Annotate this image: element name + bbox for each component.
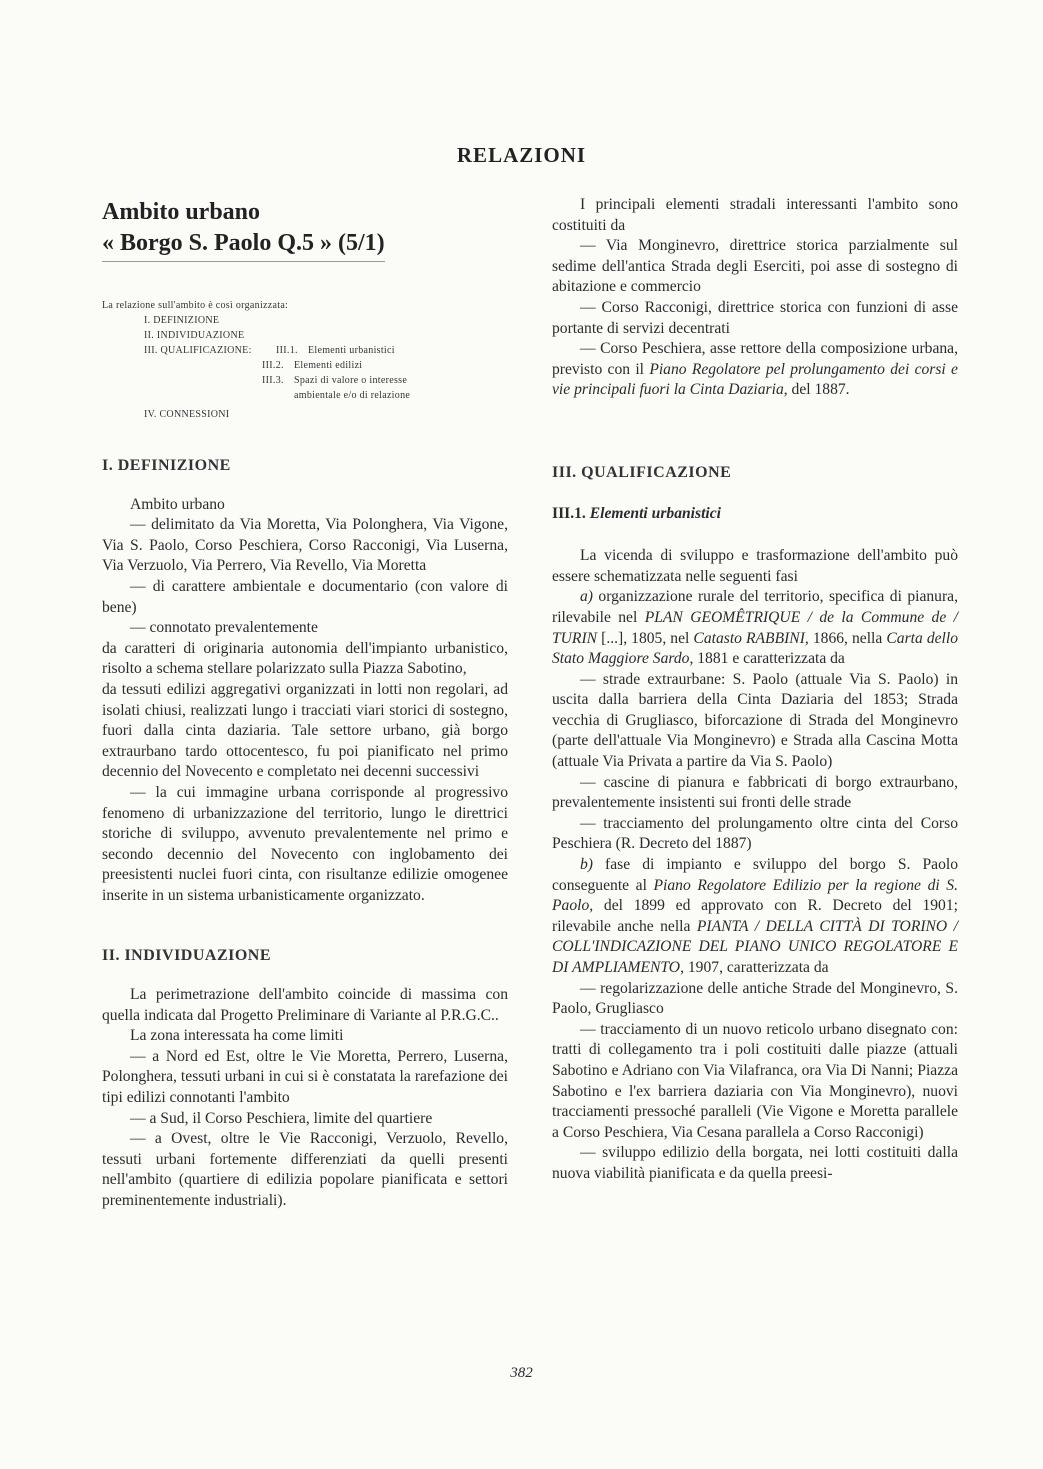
paragraph: da caratteri di originaria autonomia dell'impianto urbanistico, risolto a schema stellare polarizzato sulla Piazza Sabotino, bbox=[102, 639, 508, 678]
table-of-contents bbox=[102, 298, 508, 422]
paragraph: — Via Monginevro, direttrice storica parzialmente sul sedime dell'antica Strada degli Eserciti, poi asse di sostegno di abitazione e commercio bbox=[552, 237, 958, 296]
paragraph: — Corso Racconigi, direttrice storica con funzioni di asse portante di servizi decentrati bbox=[552, 298, 958, 337]
paragraph: b) fase di impianto e sviluppo del borgo S. Paolo conseguente al Piano Regolatore Edilizio per la regione di S. Paolo, del 1899 ed approvato con R. Decreto del 1901; rilevabile anche nella PIANTA / DELLA CITTÀ DI TORINO / COLL'INDICAZIONE DEL PIANO UNICO REGOLATORE E DI AMPLIAMENTO, 1907, caratterizzata da bbox=[552, 856, 959, 976]
list-item: — cascine di pianura e fabbricati di borgo extraurbano, prevalentemente insistenti sui fronti delle strade bbox=[552, 773, 958, 812]
title-line-2: « Borgo S. Paolo Q.5 » (5/1) bbox=[102, 228, 385, 262]
paragraph: — a Ovest, oltre le Vie Racconigi, Verzuolo, Revello, tessuti urbani fortemente differenziati da quelli presenti nell'ambito (quartiere di edilizia popolare pianificata e settori preminentemente industriali). bbox=[102, 1130, 508, 1209]
section-individuazione-body bbox=[102, 985, 508, 1212]
toc-intro: La relazione sull'ambito è così organizzata: bbox=[102, 300, 289, 311]
toc-item: I. DEFINIZIONE bbox=[144, 315, 220, 326]
paragraph: La zona interessata ha come limiti bbox=[130, 1027, 344, 1045]
paragraph: — di carattere ambientale e documentario (con valore di bene) bbox=[102, 577, 508, 616]
subsection-heading: III.1. Elementi urbanistici bbox=[552, 504, 721, 522]
toc-item: III. QUALIFICAZIONE: bbox=[144, 345, 252, 356]
toc-subitem-label: Elementi urbanistici bbox=[308, 345, 395, 356]
section-heading-individuazione: II. INDIVIDUAZIONE bbox=[102, 947, 272, 965]
list-item: — sviluppo edilizio della borgata, nei lotti costituiti dalla nuova viabilità pianificata e da quella preesi- bbox=[552, 1144, 958, 1182]
paragraph: I principali elementi stradali interessanti l'ambito sono costituiti da bbox=[552, 196, 958, 234]
left-column bbox=[102, 195, 508, 1212]
toc-item: IV. CONNESSIONI bbox=[144, 409, 230, 420]
section-heading-definizione: I. DEFINIZIONE bbox=[102, 457, 231, 474]
paragraph: — la cui immagine urbana corrisponde al progressivo fenomeno di urbanizzazione del territorio, lungo le direttrici storiche di sviluppo, avvenuto prevalentemente nel primo e secondo decennio del Novecento con inglobamento dei preesistenti nuclei fuori cinta, con risultanze edilizie omogenee inserite in un sistema urbanisticamente organizzato. bbox=[102, 783, 508, 904]
section-heading-qualificazione: III. QUALIFICAZIONE bbox=[552, 463, 732, 481]
paragraph: Ambito urbano bbox=[130, 495, 225, 513]
paragraph: — a Nord ed Est, oltre le Vie Moretta, Perrero, Luserna, Polonghera, tessuti urbani in cui si è constatata la rarefazione dei tipi edilizi connotanti l'ambito bbox=[102, 1047, 508, 1107]
section-definizione-body bbox=[102, 495, 508, 907]
list-item: — tracciamento del prolungamento oltre cinta del Corso Peschiera (R. Decreto del 1887) bbox=[552, 814, 958, 853]
paragraph: — connotato prevalentemente bbox=[130, 619, 318, 637]
list-item: — strade extraurbane: S. Paolo (attuale Via S. Paolo) in uscita dalla barriera della Cinta Daziaria del 1853; Strada vecchia di Grugliasco, biforcazione di Strada del Monginevro (parte dell'attuale Via Monginevro) e Strada alla Cascina Motta (attuale Via Privata a partire da Via S. Paolo) bbox=[552, 670, 958, 771]
right-column bbox=[552, 195, 958, 1185]
toc-subitem-label: Elementi edilizi bbox=[294, 360, 363, 371]
list-item: — regolarizzazione delle antiche Strade del Monginevro, S. Paolo, Grugliasco bbox=[552, 979, 958, 1018]
title-line-1: Ambito urbano bbox=[102, 199, 261, 225]
section-qualificazione-body bbox=[552, 546, 958, 1184]
paragraph: da tessuti edilizi aggregativi organizzati in lotti non regolari, ad isolati chiusi, realizzati lungo i tracciati viari storici di sostegno, fuori dalla cinta daziaria. Tale settore urbano, già borgo extraurbano tardo ottocentesco, fu poi pianificato nel primo decennio del Novecento e completato nei decenni successivi bbox=[102, 680, 508, 781]
document-title bbox=[102, 197, 508, 262]
toc-subitem-num: III.2. bbox=[262, 360, 284, 371]
paragraph: — Corso Peschiera, asse rettore della composizione urbana, previsto con il Piano Regolatore pel prolungamento dei corsi e vie principali fuori la Cinta Daziaria, del 1887. bbox=[552, 340, 958, 399]
paragraph: La perimetrazione dell'ambito coincide di massima con quella indicata dal Progetto Preliminare di Variante al P.R.G.C.. bbox=[102, 986, 508, 1024]
paragraph: — a Sud, il Corso Peschiera, limite del quartiere bbox=[130, 1109, 433, 1127]
toc-subitem-num: III.3. bbox=[262, 375, 284, 386]
toc-item: II. INDIVIDUAZIONE bbox=[144, 330, 245, 341]
page-section-title: RELAZIONI bbox=[456, 143, 587, 167]
paragraph: a) organizzazione rurale del territorio, specifica di pianura, rilevabile nel PLAN GEOMÊTRIQUE / de la Commune de / TURIN [...], 1805, nel Catasto RABBINI, 1866, nella Carta dello Stato Maggiore Sardo, 1881 e caratterizzata da bbox=[552, 588, 959, 668]
paragraph: La vicenda di sviluppo e trasformazione dell'ambito può essere schematizzata nelle seguenti fasi bbox=[552, 547, 958, 585]
toc-subitem-num: III.1. bbox=[276, 345, 298, 356]
toc-subitem-label: Spazi di valore o interesse ambientale e/o di relazione bbox=[294, 375, 411, 401]
list-item: — tracciamento di un nuovo reticolo urbano disegnato con: tratti di collegamento tra i poli costituiti dalle piazze (attuali Sabotino e Adriano con Via Vilafranca, ora Via Di Nanni; Piazza Sabotino e l'ex barriera daziaria con Via Monginevro), nuovi tracciamenti pressoché paralleli (Vie Vigone e Moretta parallele a Corso Peschiera, Via Cesana parallela a Corso Racconigi) bbox=[552, 1020, 958, 1141]
page-number: 382 bbox=[510, 1365, 533, 1381]
paragraph: — delimitato da Via Moretta, Via Polonghera, Via Vigone, Via S. Paolo, Corso Peschiera, Corso Racconigi, Via Luserna, Via Verzuolo, Via Perrero, Via Revello, Via Moretta bbox=[102, 516, 508, 575]
